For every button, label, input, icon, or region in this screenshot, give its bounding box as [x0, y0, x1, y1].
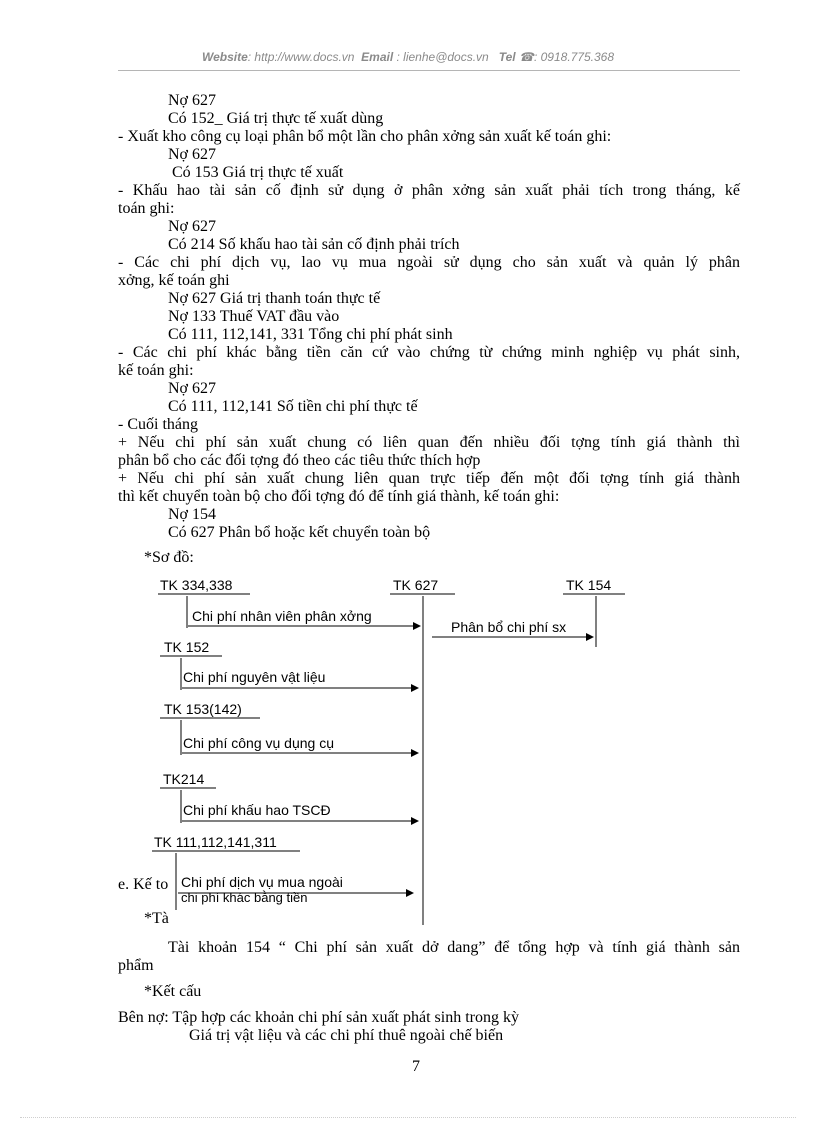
debit-side-line: Giá trị vật liệu và các chi phí thuê ngoài chế biến — [189, 1027, 504, 1044]
text-line: Có 152_ Giá trị thực tế xuất dùng — [168, 110, 384, 127]
partial-heading: e. Kế to — [118, 876, 169, 893]
text-line: Có 627 Phân bổ hoặc kết chuyển toàn bộ — [168, 524, 431, 541]
diagram-heading: *Sơ đồ: — [144, 549, 194, 566]
text-line: - Các chi phí dịch vụ, lao vụ mua ngoài sử dụng cho sản xuất và quản lý phân — [118, 254, 740, 271]
text-line: Nợ 627 — [168, 380, 217, 397]
arrow-label: Chi phí khấu hao TSCĐ — [183, 802, 331, 818]
text-line: xởng, kế toán ghi — [118, 272, 230, 289]
text-line: - Cuối tháng — [118, 416, 198, 433]
footer-divider — [20, 1117, 796, 1118]
text-line: kế toán ghi: — [118, 362, 194, 379]
text-line: - Khấu hao tài sản cố định sử dụng ở phân xởng sản xuất phải tích trong tháng, kế — [118, 182, 740, 199]
debit-side-line: Bên nợ: Tập hợp các khoản chi phí sản xuất phát sinh trong kỳ — [118, 1009, 519, 1026]
tel-label: Tel — [498, 50, 516, 64]
tel-value: : 0918.775.368 — [533, 50, 615, 64]
arrow-label: Chi phí nguyên vật liệu — [183, 669, 326, 685]
text-line: Có 153 Giá trị thực tế xuất — [172, 164, 344, 181]
text-line: Nợ 627 — [168, 146, 217, 163]
account-label-tk627: TK 627 — [393, 577, 439, 593]
text-line: thì kết chuyển toàn bộ cho đối tợng đó để tính giá thành, kế toán ghi: — [118, 488, 560, 505]
email-value: : lienhe@docs.vn — [396, 50, 489, 64]
text-line: Nợ 154 — [168, 506, 217, 523]
account-label-tk334: TK 334,338 — [160, 577, 233, 593]
text-line: Có 214 Số khấu hao tài sản cố định phải trích — [168, 236, 460, 253]
account-label-tk154: TK 154 — [566, 577, 612, 593]
text-line: + Nếu chi phí sản xuất chung liên quan trực tiếp đến một đối tợng tính giá thành — [118, 470, 740, 487]
text-line: Có 111, 112,141, 331 Tổng chi phí phát sinh — [168, 326, 453, 343]
arrow-label: Phân bổ chi phí sx — [451, 619, 567, 635]
phone-icon: ☎ — [519, 50, 534, 64]
text-line: - Các chi phí khác bằng tiền căn cứ vào chứng từ chứng minh nghiệp vụ phát sinh, — [118, 344, 740, 361]
text-line: Nợ 627 Giá trị thanh toán thực tế — [168, 290, 381, 307]
account-label-tk214: TK214 — [163, 771, 205, 787]
website-label: Website — [201, 50, 248, 64]
paragraph-line: Tài khoản 154 “ Chi phí sản xuất dở dang” để tổng hợp và tính giá thành sản — [168, 939, 740, 956]
text-line: phân bổ cho các đối tợng đó theo các tiêu thức thích hợp — [118, 452, 481, 469]
arrow-label: Chi phí công vụ dụng cụ — [183, 735, 334, 751]
section-heading: *Kết cấu — [144, 983, 202, 1000]
account-label-tk152: TK 152 — [164, 639, 210, 655]
arrow-label: chi phí khác bằng tiền — [181, 890, 308, 905]
account-label-tk153: TK 153(142) — [164, 701, 242, 717]
arrow-label: Chi phí nhân viên phân xởng — [192, 608, 372, 624]
text-line: + Nếu chi phí sản xuất chung có liên quan đến nhiều đối tợng tính giá thành thì — [118, 434, 740, 451]
arrow-label: Chi phí dịch vụ mua ngoài — [181, 874, 343, 890]
text-line: - Xuất kho công cụ loại phân bổ một lần cho phân xởng sản xuất kế toán ghi: — [118, 128, 612, 145]
account-label-tk111: TK 111,112,141,311 — [154, 834, 277, 850]
paragraph-line: phẩm — [118, 957, 154, 974]
text-line: toán ghi: — [118, 200, 175, 217]
website-url: : http://www.docs.vn — [247, 50, 355, 64]
partial-heading: *Tà — [144, 910, 169, 927]
page-number: 7 — [412, 1058, 420, 1075]
email-label: Email — [361, 50, 394, 64]
text-line: Nợ 627 — [168, 218, 217, 235]
text-line: Nợ 133 Thuế VAT đầu vào — [168, 308, 340, 325]
text-line: Nợ 627 — [168, 92, 217, 109]
text-line: Có 111, 112,141 Số tiền chi phí thực tế — [168, 398, 418, 415]
